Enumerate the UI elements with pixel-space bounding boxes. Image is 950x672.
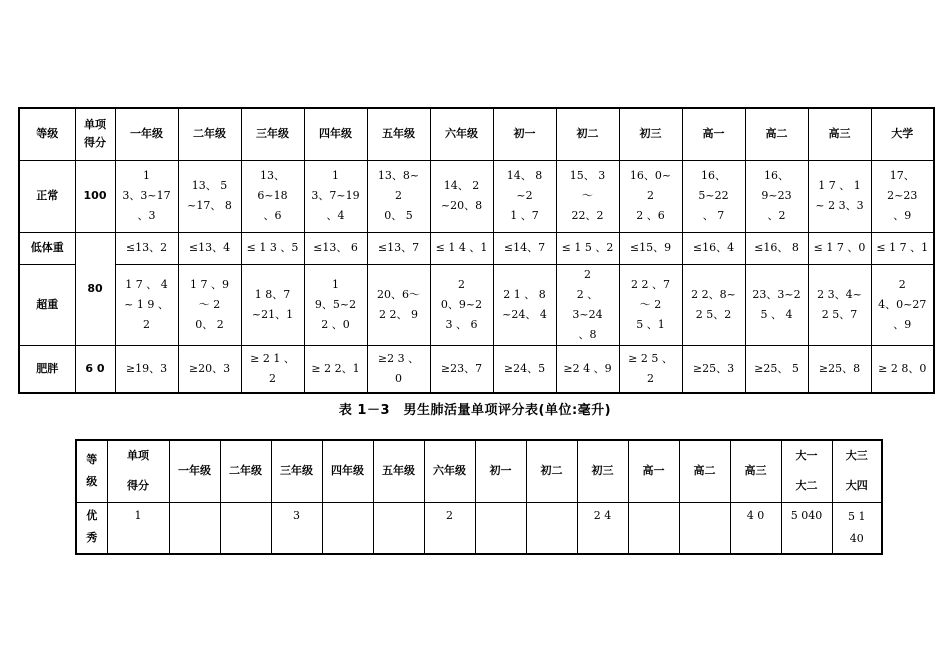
header-cell: 六年级 [424, 440, 475, 502]
value-cell [322, 502, 373, 554]
grade-cell: 低体重 [19, 232, 75, 264]
value-cell: 13、8~ 2 0、 5 [367, 160, 430, 232]
header-cell: 四年级 [304, 108, 367, 160]
value-cell: 17、2~23 、9 [871, 160, 934, 232]
value-cell: 1 3、7~19 、4 [304, 160, 367, 232]
value-cell: ≤15、9 [619, 232, 682, 264]
value-cell: 4 0 [730, 502, 781, 554]
table-row [19, 160, 934, 232]
lung-capacity-score-table [75, 439, 883, 555]
value-cell: ≤14、7 [493, 232, 556, 264]
table-row [19, 232, 934, 264]
value-cell: ≥19、3 [115, 345, 178, 393]
value-cell: ≤13、4 [178, 232, 241, 264]
header-cell: 高一 [682, 108, 745, 160]
grade-cell: 肥胖 [19, 345, 75, 393]
header-cell: 五年级 [373, 440, 424, 502]
value-cell: ≥25、8 [808, 345, 871, 393]
header-cell: 大学 [871, 108, 934, 160]
header-cell: 高三 [808, 108, 871, 160]
header-cell: 高一 [628, 440, 679, 502]
header-cell: 二年级 [220, 440, 271, 502]
score-cell: 1 [107, 502, 169, 554]
value-cell: 13、6~18 、6 [241, 160, 304, 232]
value-cell: 3 [271, 502, 322, 554]
value-cell: 1 3、3~17 、3 [115, 160, 178, 232]
value-cell: 14、 2 ~20、8 [430, 160, 493, 232]
value-cell: ≥24、5 [493, 345, 556, 393]
score-cell: 80 [75, 232, 115, 345]
table-row [19, 264, 934, 345]
value-cell: ≤16、4 [682, 232, 745, 264]
value-cell [220, 502, 271, 554]
header-cell: 初一 [493, 108, 556, 160]
value-cell: ≤ 1 7 、0 [808, 232, 871, 264]
value-cell: 2 1 、 8 ~24、 4 [493, 264, 556, 345]
header-cell: 二年级 [178, 108, 241, 160]
value-cell: ≥25、3 [682, 345, 745, 393]
header-cell [832, 440, 882, 502]
table-caption: 表 1－3 男生肺活量单项评分表(单位:毫升) [338, 403, 612, 418]
value-cell: ≥23、7 [430, 345, 493, 393]
value-cell: 2 3、4~ 2 5、7 [808, 264, 871, 345]
bmi-score-table [18, 107, 935, 394]
value-cell: ≤ 1 3 、5 [241, 232, 304, 264]
header-label: 大二 [795, 479, 818, 493]
table-header-row [76, 440, 882, 502]
value-cell: 16、0~ 2 2 、6 [619, 160, 682, 232]
value-cell: 14、 8 ~2 1 、7 [493, 160, 556, 232]
value-cell: 1 7 、 1 ~ 2 3、3 [808, 160, 871, 232]
value-cell: 1 9、5~2 2 、0 [304, 264, 367, 345]
value-cell: 2 2 、7 ～ 2 5 、1 [619, 264, 682, 345]
score-cell: 6 0 [75, 345, 115, 393]
value-cell: 2 0、9~2 3 、 6 [430, 264, 493, 345]
value-cell [169, 502, 220, 554]
header-cell: 六年级 [430, 108, 493, 160]
header-label: 得分 [127, 479, 149, 493]
header-cell: 一年级 [115, 108, 178, 160]
table-row [76, 502, 882, 554]
header-cell [107, 440, 169, 502]
value-cell: 5 040 [781, 502, 832, 554]
header-cell [781, 440, 832, 502]
header-cell: 三年级 [271, 440, 322, 502]
value-cell: ≤13、 6 [304, 232, 367, 264]
header-cell: 等 级 [76, 440, 107, 502]
value-cell: 23、3~2 5 、 4 [745, 264, 808, 345]
header-cell: 初三 [577, 440, 628, 502]
value-cell: 16、5~22 、 7 [682, 160, 745, 232]
value-cell: 1 7 、9 ～ 2 0、 2 [178, 264, 241, 345]
value-cell: 2 2、8~ 2 5、2 [682, 264, 745, 345]
value-cell: ≥25、 5 [745, 345, 808, 393]
value-cell: ≥2 3 、 0 [367, 345, 430, 393]
header-cell: 四年级 [322, 440, 373, 502]
value-cell: 13、 5 ~17、 8 [178, 160, 241, 232]
header-label: 大四 [845, 479, 868, 493]
header-cell: 五年级 [367, 108, 430, 160]
header-label: 单项 [127, 449, 149, 463]
table-row [19, 345, 934, 393]
value-cell [679, 502, 730, 554]
value-cell: ≥2 4 、9 [556, 345, 619, 393]
value-cell: ≤ 1 5 、2 [556, 232, 619, 264]
value-cell [475, 502, 526, 554]
table-header-row [19, 108, 934, 160]
value-cell: 16、9~23 、2 [745, 160, 808, 232]
value-cell: ≤ 1 4 、1 [430, 232, 493, 264]
header-label: 大三 [845, 449, 868, 463]
value-cell [373, 502, 424, 554]
value-cell: 2 4、0~27 、9 [871, 264, 934, 345]
value-cell [628, 502, 679, 554]
header-cell: 高二 [745, 108, 808, 160]
header-cell: 三年级 [241, 108, 304, 160]
value-cell: 1 7 、 4 ~ 1 9 、2 [115, 264, 178, 345]
header-cell: 单项 得分 [75, 108, 115, 160]
header-cell: 高二 [679, 440, 730, 502]
value-cell: 2 [424, 502, 475, 554]
value-cell: 20、6～ 2 2、 9 [367, 264, 430, 345]
value-cell: 2 4 [577, 502, 628, 554]
header-cell: 初二 [526, 440, 577, 502]
value-cell: ≤16、 8 [745, 232, 808, 264]
value-cell: 1 8、7 ~21、1 [241, 264, 304, 345]
value-cell: 15、 3 ～ 22、2 [556, 160, 619, 232]
header-cell: 高三 [730, 440, 781, 502]
value-cell: ≥ 2 1 、2 [241, 345, 304, 393]
value-cell: ≥ 2 8、0 [871, 345, 934, 393]
value-cell: ≤13、7 [367, 232, 430, 264]
grade-cell: 正常 [19, 160, 75, 232]
header-cell: 初一 [475, 440, 526, 502]
value-cell: ≥ 2 2、1 [304, 345, 367, 393]
value-cell [526, 502, 577, 554]
header-cell: 初二 [556, 108, 619, 160]
header-cell: 初三 [619, 108, 682, 160]
value-cell: 2 2 、3~24 、8 [556, 264, 619, 345]
grade-cell: 超重 [19, 264, 75, 345]
header-cell: 一年级 [169, 440, 220, 502]
score-cell: 100 [75, 160, 115, 232]
header-cell: 等级 [19, 108, 75, 160]
grade-cell: 优 秀 [76, 502, 107, 554]
value-cell: ≤ 1 7 、1 [871, 232, 934, 264]
value-cell: ≥ 2 5 、 2 [619, 345, 682, 393]
header-label: 大一 [795, 449, 818, 463]
value-cell: 5 1 40 [832, 502, 882, 554]
value-cell: ≤13、2 [115, 232, 178, 264]
value-cell: ≥20、3 [178, 345, 241, 393]
